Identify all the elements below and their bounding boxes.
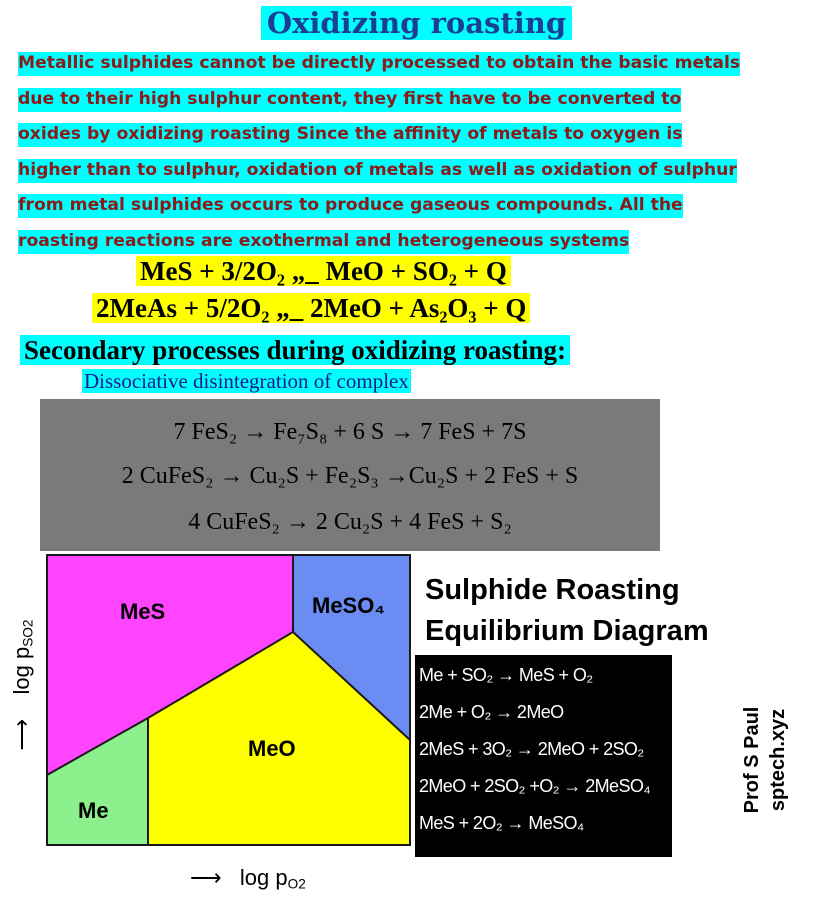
equation-meas: 2MeAs + 5/2O₂ „_ 2MeO + As₂O₃ + Q	[92, 293, 530, 324]
dissociative-caption: Dissociative disintegration of complex	[84, 369, 409, 393]
label-mes: MeS	[120, 599, 166, 624]
diagram-title: Sulphide Roasting Equilibrium Diagram	[425, 574, 709, 647]
paragraph-line: Metallic sulphides cannot be directly processed to obtain the basic metals	[18, 46, 833, 82]
credit-site: sptech.xyz	[767, 708, 789, 812]
paragraph-line: from metal sulphides occurs to produce gaseous compounds. All the	[18, 188, 833, 224]
paragraph-line: due to their high sulphur content, they first have to be converted to	[18, 82, 833, 118]
complex-reaction: 4 CuFeS₂ → 2 Cu₂S + 4 FeS + S₂	[188, 509, 512, 535]
roasting-reactions-box	[415, 655, 672, 857]
label-meo: MeO	[248, 736, 296, 761]
roasting-reaction: MeS + 2O₂ → MeSO₄	[419, 813, 584, 833]
roasting-reaction: Me + SO₂ → MeS + O₂	[419, 665, 593, 685]
paragraph-line: higher than to sulphur, oxidation of metals as well as oxidation of sulphur	[18, 153, 833, 189]
intro-paragraph	[18, 46, 833, 259]
roasting-reaction: 2MeO + 2SO₂ +O₂ → 2MeSO₄	[419, 776, 651, 796]
roasting-reaction: 2MeS + 3O₂ → 2MeO + 2SO₂	[419, 739, 644, 759]
equation-mes: MeS + 3/2O₂ „_ MeO + SO₂ + Q	[136, 256, 511, 287]
title-text: Oxidizing roasting	[261, 6, 572, 40]
complex-reaction: 2 CuFeS₂ → Cu₂S + Fe₂S₃ →Cu₂S + 2 FeS + S	[121, 463, 579, 489]
label-meso4: MeSO₄	[312, 593, 385, 618]
complex-reaction: 7 FeS₂ → Fe₇S₈ + 6 S → 7 FeS + 7S	[173, 419, 527, 445]
page-title	[0, 6, 833, 40]
paragraph-line: oxides by oxidizing roasting Since the affinity of metals to oxygen is	[18, 117, 833, 153]
x-axis-arrow-icon: ⟶	[190, 865, 222, 890]
y-axis-arrow-icon: ⟶	[9, 718, 34, 751]
author-credit	[700, 690, 830, 830]
y-axis-label: ⟶ $\log p_{SO2}$	[9, 619, 36, 751]
paragraph-line: roasting reactions are exothermal and heterogeneous systems	[18, 224, 833, 260]
x-axis-label: ⟶ $\log p_{O2}$	[190, 865, 306, 892]
secondary-heading: Secondary processes during oxidizing roasting:	[20, 335, 570, 366]
equilibrium-diagram	[0, 550, 420, 850]
credit-name: Prof S Paul	[741, 706, 763, 814]
roasting-reaction: 2Me + O₂ → 2MeO	[419, 702, 564, 722]
complex-reactions-box	[40, 399, 660, 551]
label-me: Me	[78, 798, 109, 823]
